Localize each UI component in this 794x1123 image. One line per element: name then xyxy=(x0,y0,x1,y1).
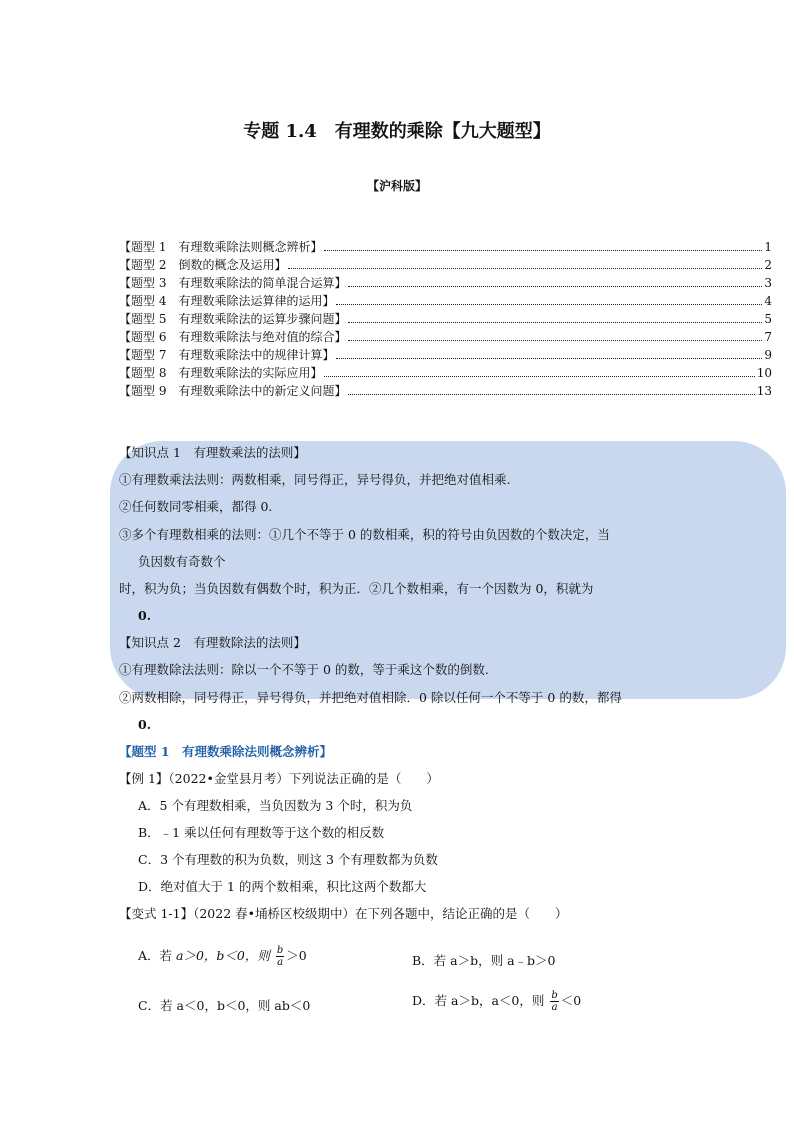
fraction-b-over-a: $\frac{b}{a}$ xyxy=(276,945,284,968)
option-b[interactable]: B．﹣1 乘以任何有理数等于这个数的相反数 xyxy=(138,825,385,840)
option-d-suffix: ＜0 xyxy=(560,993,582,1008)
toc-item-page: 1 xyxy=(764,240,772,254)
knowledge-point-2-title: 【知识点 2 有理数除法的法则】 xyxy=(119,635,306,650)
knowledge-text: ③多个有理数相乘的法则：①几个不等于 0 的数相乘，积的符号由负因数的个数决定，当 xyxy=(119,527,610,542)
toc-item-page: 7 xyxy=(764,330,772,344)
toc-leader xyxy=(336,304,762,305)
toc-item[interactable] xyxy=(119,274,772,292)
toc-item[interactable] xyxy=(119,364,772,382)
toc-item-page: 9 xyxy=(764,348,772,362)
knowledge-point-1-title: 【知识点 1 有理数乘法的法则】 xyxy=(119,445,306,460)
toc-item-label: 【题型 6 有理数乘除法与绝对值的综合】 xyxy=(119,330,347,344)
toc-item[interactable] xyxy=(119,346,772,364)
toc-item[interactable] xyxy=(119,256,772,274)
knowledge-text: ①有理数乘法法则：两数相乘，同号得正，异号得负，并把绝对值相乘. xyxy=(119,472,511,487)
toc-leader xyxy=(288,268,762,269)
knowledge-text: 时，积为负；当负因数有偶数个时，积为正．②几个数相乘，有一个因数为 0，积就为 xyxy=(119,581,594,596)
toc-leader xyxy=(324,376,754,377)
toc-item-page: 3 xyxy=(764,276,772,290)
knowledge-text: ②两数相除，同号得正，异号得负，并把绝对值相除．0 除以任何一个不等于 0 的数，都得 xyxy=(119,690,622,705)
option-a-prefix: A．若 xyxy=(138,948,177,963)
toc-leader xyxy=(348,286,762,287)
option-d[interactable]: D．绝对值大于 1 的两个数相乘，积比这两个数都大 xyxy=(138,879,427,894)
toc-leader xyxy=(348,394,754,395)
knowledge-text: 0. xyxy=(138,717,152,732)
toc-item-page: 5 xyxy=(764,312,772,326)
fraction-b-over-a: $\frac{b}{a}$ xyxy=(551,990,558,1013)
toc-item-label: 【题型 8 有理数乘除法的实际应用】 xyxy=(119,366,323,380)
option-d-prefix: D．若 a＞b，a＜0，则 xyxy=(412,993,545,1008)
option-a-condition: a＞0，b＜0，则 xyxy=(176,948,270,963)
knowledge-text: 负因数有奇数个 xyxy=(138,554,226,569)
toc-leader xyxy=(348,340,762,341)
toc-item[interactable] xyxy=(119,328,772,346)
edition-label: 【沪科版】 xyxy=(366,179,427,193)
knowledge-text: 0. xyxy=(138,608,152,623)
toc-item-label: 【题型 4 有理数乘除法运算律的运用】 xyxy=(119,294,335,308)
page-title: 专题 1.4 有理数的乘除【九大题型】 xyxy=(243,121,551,142)
option-c[interactable]: C．3 个有理数的积为负数，则这 3 个有理数都为负数 xyxy=(138,852,438,867)
toc-leader xyxy=(324,250,762,251)
toc-item-label: 【题型 9 有理数乘除法中的新定义问题】 xyxy=(119,384,347,398)
section-heading: 【题型 1 有理数乘除法则概念辨析】 xyxy=(119,744,333,759)
toc-item-label: 【题型 1 有理数乘除法则概念辨析】 xyxy=(119,240,323,254)
toc-item-page: 10 xyxy=(756,366,772,380)
toc-item-page: 2 xyxy=(764,258,772,272)
variant-option-a[interactable] xyxy=(138,945,307,968)
toc-item-label: 【题型 5 有理数乘除法的运算步骤问题】 xyxy=(119,312,347,326)
variant-option-c[interactable]: C．若 a＜0，b＜0，则 ab＜0 xyxy=(138,998,311,1013)
toc-item[interactable] xyxy=(119,310,772,328)
toc-leader xyxy=(336,358,762,359)
toc-item[interactable] xyxy=(119,382,772,400)
variant-stem: 【变式 1-1】（2022 春•埇桥区校级期中）在下列各题中，结论正确的是（ ） xyxy=(119,906,568,921)
toc-leader xyxy=(348,322,762,323)
variant-option-b[interactable]: B．若 a＞b，则 a﹣b＞0 xyxy=(412,953,556,968)
toc-item-page: 13 xyxy=(756,384,772,398)
toc-item-label: 【题型 7 有理数乘除法中的规律计算】 xyxy=(119,348,335,362)
option-a-suffix: ＞0 xyxy=(286,948,307,963)
toc-item-page: 4 xyxy=(764,294,772,308)
table-of-contents xyxy=(119,238,772,400)
toc-item[interactable] xyxy=(119,238,772,256)
toc-item[interactable] xyxy=(119,292,772,310)
toc-item-label: 【题型 3 有理数乘除法的简单混合运算】 xyxy=(119,276,347,290)
example-stem: 【例 1】（2022•金堂县月考）下列说法正确的是（ ） xyxy=(119,771,439,786)
knowledge-text: ①有理数除法法则：除以一个不等于 0 的数，等于乘这个数的倒数. xyxy=(119,662,489,677)
variant-option-d[interactable] xyxy=(412,990,581,1013)
knowledge-text: ②任何数同零相乘，都得 0. xyxy=(119,499,273,514)
toc-item-label: 【题型 2 倒数的概念及运用】 xyxy=(119,258,287,272)
option-a[interactable]: A．5 个有理数相乘，当负因数为 3 个时，积为负 xyxy=(138,798,413,813)
